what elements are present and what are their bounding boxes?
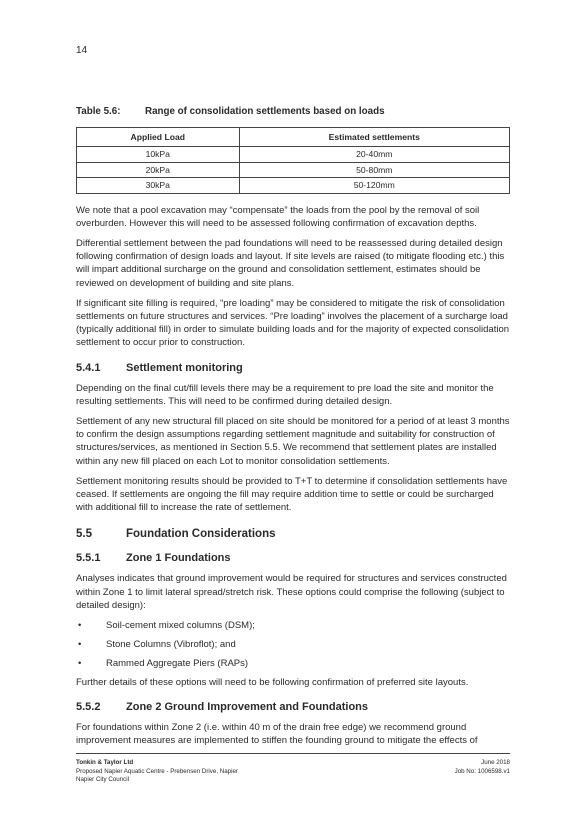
paragraph: Settlement monitoring results should be provided to T+T to determine if consolidation settlements have ceased. If settlements are ongoing the fill may require addition time to settle or could be surcharged with additional fill to increase the rate of settlement. xyxy=(76,475,508,514)
paragraph: Further details of these options will need to be following confirmation of preferred site layouts. xyxy=(76,676,469,688)
paragraph: Differential settlement between the pad foundations will need to be reassessed during detailed design following confirmation of design loads and layout. If site levels are raised (to mitigate flooding etc.) this will impart additional surcharge on the ground and consolidation settlement, estimates should be reviewed on development of building and site plans. xyxy=(76,237,505,289)
list-item xyxy=(76,657,510,670)
list-item-text: Soil-cement mixed columns (DSM); xyxy=(106,619,255,631)
table-title: Range of consolidation settlements based on loads xyxy=(145,106,385,117)
bullet-icon: • xyxy=(78,657,82,669)
footer-divider xyxy=(76,753,510,754)
list-item xyxy=(76,619,510,632)
section-title: Zone 1 Foundations xyxy=(126,552,231,565)
table-caption xyxy=(76,106,510,117)
table-cell: 30kPa xyxy=(77,178,240,194)
list-item-text: Rammed Aggregate Piers (RAPs) xyxy=(106,657,249,669)
bullet-icon: • xyxy=(78,638,82,650)
table-header-row xyxy=(77,128,510,147)
bullet-list xyxy=(76,619,510,670)
section-heading-5-5-2 xyxy=(76,701,510,713)
section-heading-5-5-1 xyxy=(76,552,510,564)
section-number: 5.5.2 xyxy=(76,701,101,714)
paragraph: If significant site filling is required, “pre loading” may be considered to mitigate the risk of consolidation settlements on future structures and services. “Pre loading” involves the placement of a surcharge load (typically additional fill) in order to simulate building loads and for the majority of expected consolidation settlement to occur prior to construction. xyxy=(76,297,510,349)
section-heading-5-5 xyxy=(76,528,510,540)
settlements-table xyxy=(76,127,510,194)
header-applied-load: Applied Load xyxy=(77,128,240,147)
section-number: 5.5 xyxy=(76,528,92,541)
list-item xyxy=(76,638,510,651)
paragraph: Analyses indicates that ground improvement would be required for structures and services constructed within Zone 1 to limit lateral spread/stretch risk. These options could comprise the following (subject to detailed design): xyxy=(76,573,507,611)
footer-client: Napier City Council xyxy=(76,776,129,784)
table-cell: 10kPa xyxy=(77,147,240,163)
table-cell: 50-120mm xyxy=(239,178,509,194)
footer-right xyxy=(455,759,510,776)
table-row xyxy=(77,178,510,194)
section-title: Zone 2 Ground Improvement and Foundations xyxy=(126,701,369,714)
header-estimated-settlements: Estimated settlements xyxy=(239,128,509,147)
footer-company: Tonkin & Taylor Ltd xyxy=(76,759,134,766)
footer-project: Proposed Napier Aquatic Centre - Prebensen Drive, Napier xyxy=(76,767,238,775)
section-title: Settlement monitoring xyxy=(126,361,243,374)
paragraph: We note that a pool excavation may “compensate” the loads from the pool by the removal of soil overburden. However this will need to be assessed following confirmation of excavation depths. xyxy=(76,204,480,229)
footer-job-number: Job No: 1006598.v1 xyxy=(454,767,510,775)
bullet-icon: • xyxy=(78,619,82,631)
section-number: 5.4.1 xyxy=(76,361,101,374)
table-row xyxy=(77,147,510,163)
section-title: Foundation Considerations xyxy=(126,528,276,541)
paragraph: For foundations within Zone 2 (i.e. within 40 m of the drain free edge) we recommend ground improvement measures are implemented to stiffen the founding ground to mitigate the effects of xyxy=(76,722,478,747)
table-cell: 50-80mm xyxy=(239,162,509,178)
page-number: 14 xyxy=(76,45,88,56)
footer-date: June 2018 xyxy=(481,759,510,766)
table-cell: 20kPa xyxy=(77,162,240,178)
paragraph: Settlement of any new structural fill placed on site should be monitored for a period of at least 3 months to confirm the design assumptions regarding settlement magnitude and suitability for construction of structures/services, as mentioned in Section 5.5. We recommend that settlement plates are installed within any new fill placed on each Lot to monitor consolidation settlements. xyxy=(76,415,510,467)
section-number: 5.5.1 xyxy=(76,552,101,565)
footer-left xyxy=(76,759,238,785)
table-label: Table 5.6: xyxy=(76,106,121,117)
list-item-text: Stone Columns (Vibroflot); and xyxy=(106,638,236,650)
table-cell: 20-40mm xyxy=(239,147,509,163)
table-row xyxy=(77,162,510,178)
section-heading-5-4-1 xyxy=(76,362,510,374)
page-content xyxy=(76,106,510,755)
paragraph: Depending on the final cut/fill levels there may be a requirement to pre load the site and monitor the resulting settlements. This will need to be confirmed during detailed design. xyxy=(76,382,494,407)
